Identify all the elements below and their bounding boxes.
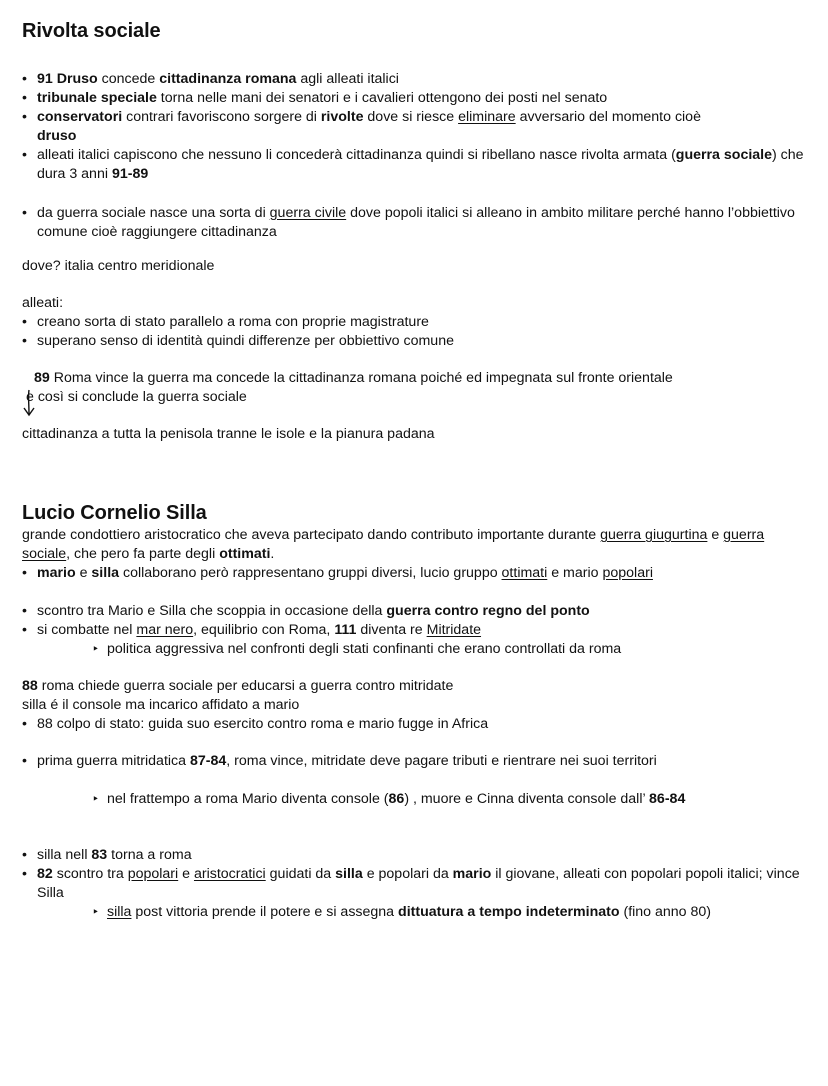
paragraph-dove: dove? italia centro meridionale bbox=[22, 258, 215, 274]
bullet-guerra-civile bbox=[22, 204, 812, 242]
list-item: • 91 Druso concede cittadinanza romana agli alleati italici bbox=[22, 70, 812, 89]
alleati-block bbox=[22, 294, 812, 351]
paragraph-conclusione: cittadinanza a tutta la penisola tranne le isole e la pianura padana bbox=[22, 426, 435, 442]
alleati-label: alleati: bbox=[22, 295, 64, 311]
list-item: • prima guerra mitridatica 87-84, roma vince, mitridate deve pagare tributi e rientrare nei suoi territori bbox=[22, 752, 812, 771]
list-item: • superano senso di identità quindi differenze per obbiettivo comune bbox=[22, 332, 812, 351]
list-item: • mario e silla collaborano però rappresentano gruppi diversi, lucio gruppo ottimati e mario popolari bbox=[22, 564, 812, 583]
list-item: • scontro tra Mario e Silla che scoppia in occasione della guerra contro regno del ponto bbox=[22, 602, 812, 621]
list-item: • 82 scontro tra popolari e aristocratici guidati da silla e popolari da mario il giovane, alleati con popolari popoli italici; vince Silla bbox=[22, 865, 812, 903]
section-title-rivolta-sociale: Rivolta sociale bbox=[22, 20, 161, 42]
down-arrow-icon bbox=[22, 388, 36, 418]
list-item: • creano sorta di stato parallelo a roma con proprie magistrature bbox=[22, 313, 812, 332]
list-item: • silla nell 83 torna a roma bbox=[22, 846, 812, 865]
paragraph-89: 89 Roma vince la guerra ma concede la cittadinanza romana poiché ed impegnata sul fronte orientale e così si conclude la guerra sociale bbox=[26, 370, 673, 405]
bullet-list-druso bbox=[22, 70, 812, 184]
list-item: • da guerra sociale nasce una sorta di guerra civile dove popoli italici si alleano in ambito militare perché hanno l’obbiettivo comune cioè raggiungere cittadinanza bbox=[22, 204, 812, 242]
section-title-lucio-cornelio-silla: Lucio Cornelio Silla bbox=[22, 502, 207, 524]
sub-mario-console bbox=[22, 790, 812, 809]
ponto-block bbox=[22, 602, 812, 659]
silla-intro-block bbox=[22, 526, 812, 583]
bullet-prima-guerra-mitridatica bbox=[22, 752, 812, 771]
list-item: • 88 colpo di stato: guida suo esercito contro roma e mario fugge in Africa bbox=[22, 715, 812, 734]
list-item: • tribunale speciale torna nelle mani dei senatori e i cavalieri ottengono dei posti nel senato bbox=[22, 89, 812, 108]
list-item: • alleati italici capiscono che nessuno li concederà cittadinanza quindi si ribellano nasce rivolta armata (guerra sociale) che dura 3 anni 91-89 bbox=[22, 146, 812, 184]
sub-list-item: ‣ politica aggressiva nel confronti degli stati confinanti che erano controllati da roma bbox=[22, 640, 812, 659]
list-item: • conservatori contrari favoriscono sorgere di rivolte dove si riesce eliminare avversario del momento cioè druso bbox=[22, 108, 812, 146]
sub-list-item: ‣ silla post vittoria prende il potere e si assegna dittuatura a tempo indeterminato (fino anno 80) bbox=[22, 903, 812, 922]
silla-ritorno-block bbox=[22, 846, 812, 922]
sub-list-item: ‣ nel frattempo a roma Mario diventa console (86) , muore e Cinna diventa console dall’ 86-84 bbox=[22, 790, 812, 809]
list-item: • si combatte nel mar nero, equilibrio con Roma, 111 diventa re Mitridate bbox=[22, 621, 812, 640]
block-88: 88 roma chiede guerra sociale per educarsi a guerra contro mitridate silla é il console ma incarico affidato a mario • 88 colpo di stato: guida suo esercito contro roma e mario fugge in Africa bbox=[22, 677, 812, 734]
intro-paragraph: grande condottiero aristocratico che aveva partecipato dando contributo importante durante guerra giugurtina e guerra sociale, che pero fa parte degli ottimati. bbox=[22, 527, 765, 562]
